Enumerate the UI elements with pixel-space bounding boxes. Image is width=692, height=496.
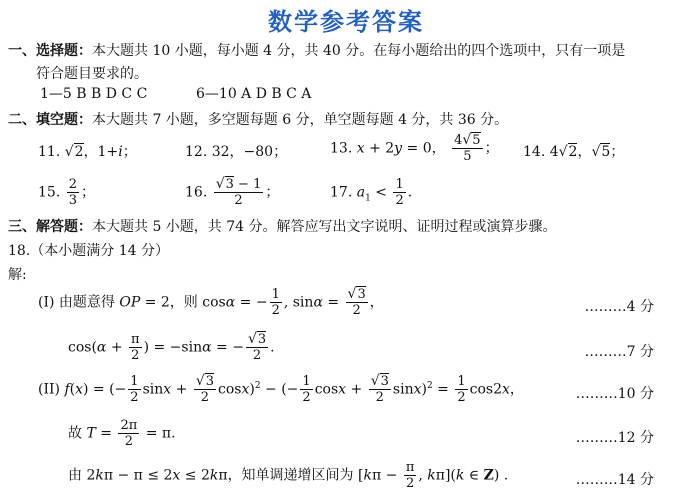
section-1-heading: 一、选择题： xyxy=(8,43,92,59)
score-mark-1: ………4 分 xyxy=(584,299,654,315)
score-mark-4: ………12 分 xyxy=(575,430,654,446)
solution-step-3: (II) f(x) = (− $\frac{1}{2}$ sinx + $\frac{√3}{2}$ cosx)$^2$ − (− $\frac{1}{2}$ cosx + $\frac{√3}{2}$ sinx)$^2$ = $\frac{1}{2}$ cos2x， xyxy=(38,373,524,405)
step-text: ，则 xyxy=(169,294,198,311)
score-mark-3: ………10 分 xyxy=(575,386,654,402)
step-text: (II) xyxy=(38,381,60,398)
question-number: 14. xyxy=(523,144,546,160)
question-number: 11. xyxy=(38,144,61,160)
section-2-line xyxy=(8,109,508,129)
question-number: 12. xyxy=(185,144,208,160)
step-text: 故 xyxy=(68,425,82,442)
solution-step-5: 由 2kπ − π ≤ 2x ≤ 2kπ，知单调递增区间为 [kπ − $\frac{\pi}{2}$ , kπ](k ∈ Z) . xyxy=(68,460,509,491)
fill-answer-16: 16. $\frac{√3 - 1}{2}$ ； xyxy=(185,176,280,208)
section-1-line-1 xyxy=(8,40,625,60)
fill-answer-11: 11. √2，1+i； xyxy=(38,144,137,160)
page-title: 数学参考答案 xyxy=(268,8,424,36)
solution-step-2: cos(α + $\frac{\pi}{2}$ ) = −sinα = − $\frac{√3}{2}$ . xyxy=(68,331,275,363)
section-2-description: 本大题共 7 小题，多空题每题 6 分，单空题每题 4 分，共 36 分。 xyxy=(92,112,509,128)
choice-answers-6-10: 6—10 A D B C A xyxy=(196,86,312,102)
step-text: ，知单调递增区间为 xyxy=(227,467,354,484)
question-number: 13. xyxy=(330,140,353,157)
question-18-heading: 18.（本小题满分 14 分） xyxy=(8,243,169,259)
section-1-description-cont: 符合题目要求的。 xyxy=(36,66,148,82)
section-1-description: 本大题共 10 小题，每小题 4 分，共 40 分。在每小题给出的四个选项中，只有一项是 xyxy=(92,43,626,59)
solution-label: 解: xyxy=(8,267,27,283)
section-2-heading: 二、填空题： xyxy=(8,112,92,128)
solution-step-4: 故 T = $\frac{2\pi}{2}$ = π. xyxy=(68,418,176,449)
question-number: 17. xyxy=(330,184,353,201)
section-3-line xyxy=(8,216,557,236)
question-number: 15. xyxy=(38,184,61,201)
fill-answer-12 xyxy=(185,141,287,161)
fill-answer-17: 17. $a_1$ < $\frac{1}{2}$ . xyxy=(330,177,413,208)
solution-step-1: (I) 由题意得 OP = 2，则 cosα = − $\frac{1}{2}$ , sinα = $\frac{√3}{2}$ ， xyxy=(38,286,384,318)
section-3-description: 本大题共 5 小题，共 74 分。解答应写出文字说明、证明过程或演算步骤。 xyxy=(92,219,557,235)
fill-answer-15: 15. $\frac{2}{3}$ ； xyxy=(38,177,95,208)
question-number: 16. xyxy=(185,184,208,201)
answer-text: 32，−80； xyxy=(211,144,288,160)
step-text: (I) 由题意得 xyxy=(38,294,115,311)
fill-answer-14: 14. 4√2，√5； xyxy=(523,144,625,160)
step-text: 由 xyxy=(68,467,82,484)
fill-answer-13: 13. x + 2y = 0， $\frac{4√5}{5}$ ； xyxy=(330,132,499,164)
choice-answers-1-5: 1—5 B B D C C xyxy=(40,86,148,102)
score-mark-5: ………14 分 xyxy=(575,472,654,488)
score-mark-2: ………7 分 xyxy=(584,344,654,360)
section-3-heading: 三、解答题： xyxy=(8,219,92,235)
